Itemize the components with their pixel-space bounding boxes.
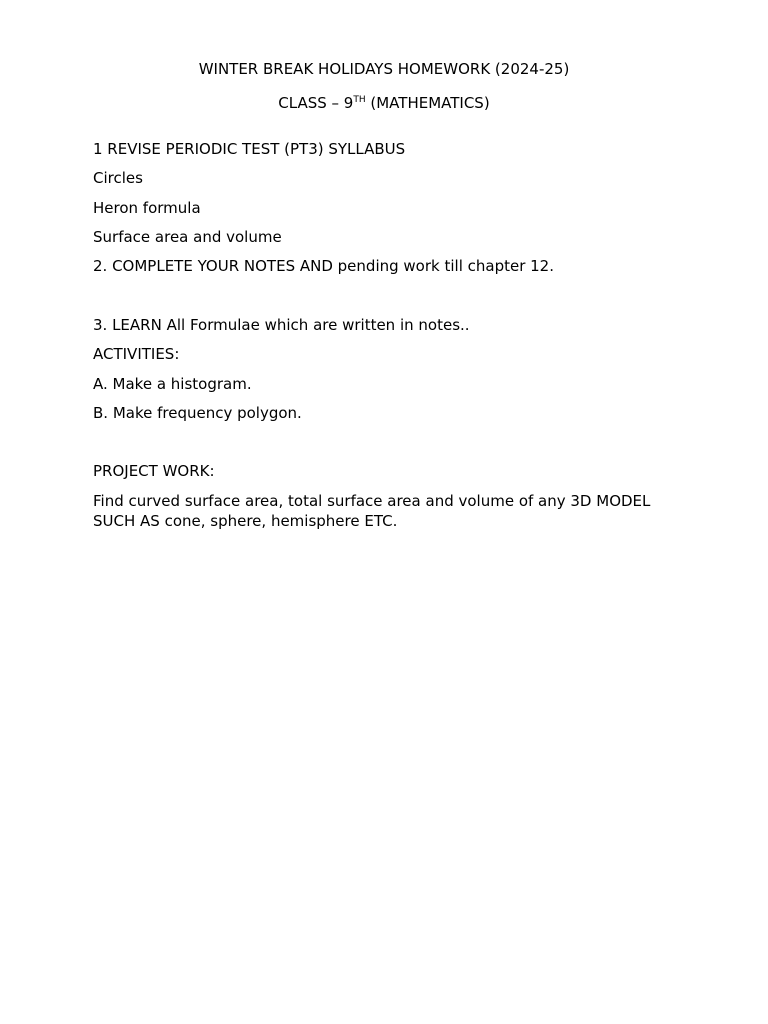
learn-formulae-item: 3. LEARN All Formulae which are written in notes.. [93,316,470,334]
project-heading: PROJECT WORK: [93,462,215,480]
activity-frequency-polygon: B. Make frequency polygon. [93,404,302,422]
class-superscript: TH [353,95,366,105]
class-line [0,94,768,112]
activities-heading: ACTIVITIES: [93,345,180,363]
revise-heading: 1 REVISE PERIODIC TEST (PT3) SYLLABUS [93,140,406,158]
revise-topic-surface-area: Surface area and volume [93,228,282,246]
document-title: WINTER BREAK HOLIDAYS HOMEWORK (2024-25) [198,60,570,78]
complete-notes-item: 2. COMPLETE YOUR NOTES AND pending work till chapter 12. [93,257,554,275]
activity-histogram: A. Make a histogram. [93,375,252,393]
class-prefix: CLASS – 9 [278,94,354,112]
revise-topic-circles: Circles [93,169,143,187]
revise-topic-heron: Heron formula [93,199,201,217]
project-description: Find curved surface area, total surface area and volume of any 3D MODEL SUCH AS cone, sphere, hemisphere ETC. [93,492,651,530]
class-subject: (MATHEMATICS) [365,94,490,112]
